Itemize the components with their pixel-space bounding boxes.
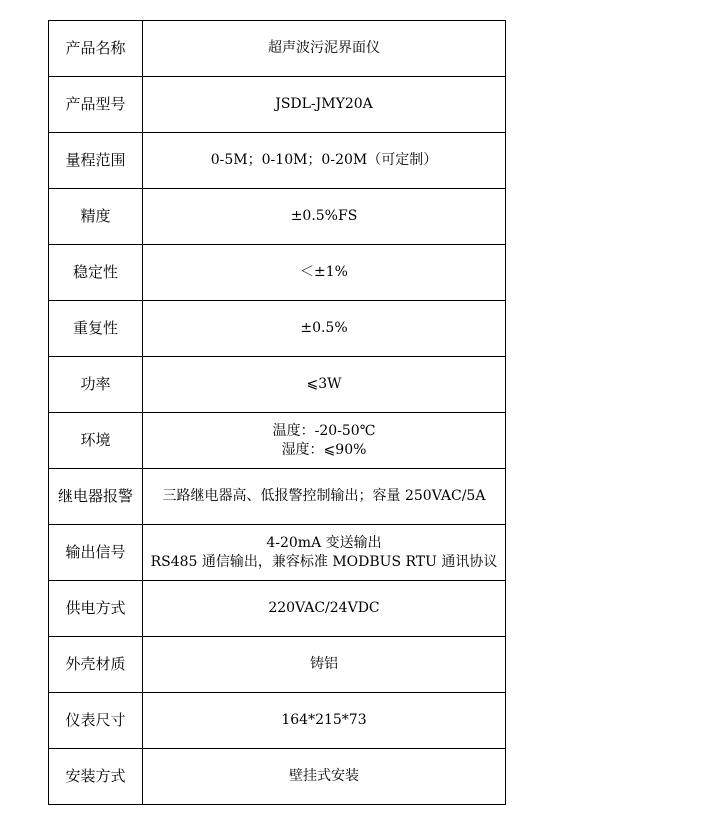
spec-value-line: ±0.5%FS — [290, 208, 358, 224]
spec-table-body — [49, 21, 506, 805]
spec-label: 安装方式 — [49, 749, 143, 805]
spec-label: 精度 — [49, 189, 143, 245]
spec-row — [49, 21, 506, 77]
spec-value — [143, 637, 506, 693]
spec-row — [49, 245, 506, 301]
spec-label: 供电方式 — [49, 581, 143, 637]
spec-row — [49, 77, 506, 133]
spec-label: 量程范围 — [49, 133, 143, 189]
spec-label: 产品型号 — [49, 77, 143, 133]
spec-value-line: 164*215*73 — [281, 712, 367, 728]
spec-value-line: 4-20mA 变送输出 — [266, 534, 382, 551]
spec-value — [143, 693, 506, 749]
spec-label: 继电器报警 — [49, 469, 143, 525]
spec-label: 稳定性 — [49, 245, 143, 301]
spec-value — [143, 357, 506, 413]
spec-row — [49, 637, 506, 693]
spec-value-line: ＜±1% — [300, 264, 348, 280]
spec-value — [143, 245, 506, 301]
spec-value-line: ±0.5% — [300, 320, 348, 336]
spec-label: 环境 — [49, 413, 143, 469]
spec-value-line: 220VAC/24VDC — [268, 600, 380, 616]
spec-value — [143, 413, 506, 469]
spec-row — [49, 413, 506, 469]
spec-value-line: JSDL-JMY20A — [275, 96, 373, 112]
spec-row — [49, 581, 506, 637]
spec-value-line: 壁挂式安装 — [289, 768, 359, 784]
spec-row — [49, 301, 506, 357]
spec-label: 重复性 — [49, 301, 143, 357]
spec-row — [49, 357, 506, 413]
spec-value — [143, 77, 506, 133]
spec-label: 仪表尺寸 — [49, 693, 143, 749]
spec-value-line: ⩽3W — [306, 376, 342, 392]
spec-label: 外壳材质 — [49, 637, 143, 693]
spec-value — [143, 469, 506, 525]
spec-value — [143, 581, 506, 637]
spec-value — [143, 301, 506, 357]
spec-table — [48, 20, 506, 805]
spec-value — [143, 749, 506, 805]
spec-value — [143, 133, 506, 189]
spec-label: 功率 — [49, 357, 143, 413]
spec-value — [143, 525, 506, 581]
spec-row — [49, 469, 506, 525]
spec-row — [49, 749, 506, 805]
spec-row — [49, 525, 506, 581]
spec-value — [143, 21, 506, 77]
spec-value — [143, 189, 506, 245]
spec-label: 输出信号 — [49, 525, 143, 581]
spec-row — [49, 133, 506, 189]
spec-value-line: RS485 通信输出，兼容标准 MODBUS RTU 通讯协议 — [150, 553, 498, 570]
spec-value-line: 铸铝 — [310, 656, 338, 672]
spec-value-line: 三路继电器高、低报警控制输出；容量 250VAC/5A — [162, 488, 486, 504]
spec-value-line: 0-5M；0-10M；0-20M（可定制） — [210, 152, 438, 168]
spec-value-line: 温度：-20-50℃ — [272, 422, 376, 439]
spec-value-line: 超声波污泥界面仪 — [268, 40, 380, 56]
spec-row — [49, 189, 506, 245]
spec-label: 产品名称 — [49, 21, 143, 77]
spec-row — [49, 693, 506, 749]
spec-value-line: 湿度：⩽90% — [281, 441, 367, 458]
